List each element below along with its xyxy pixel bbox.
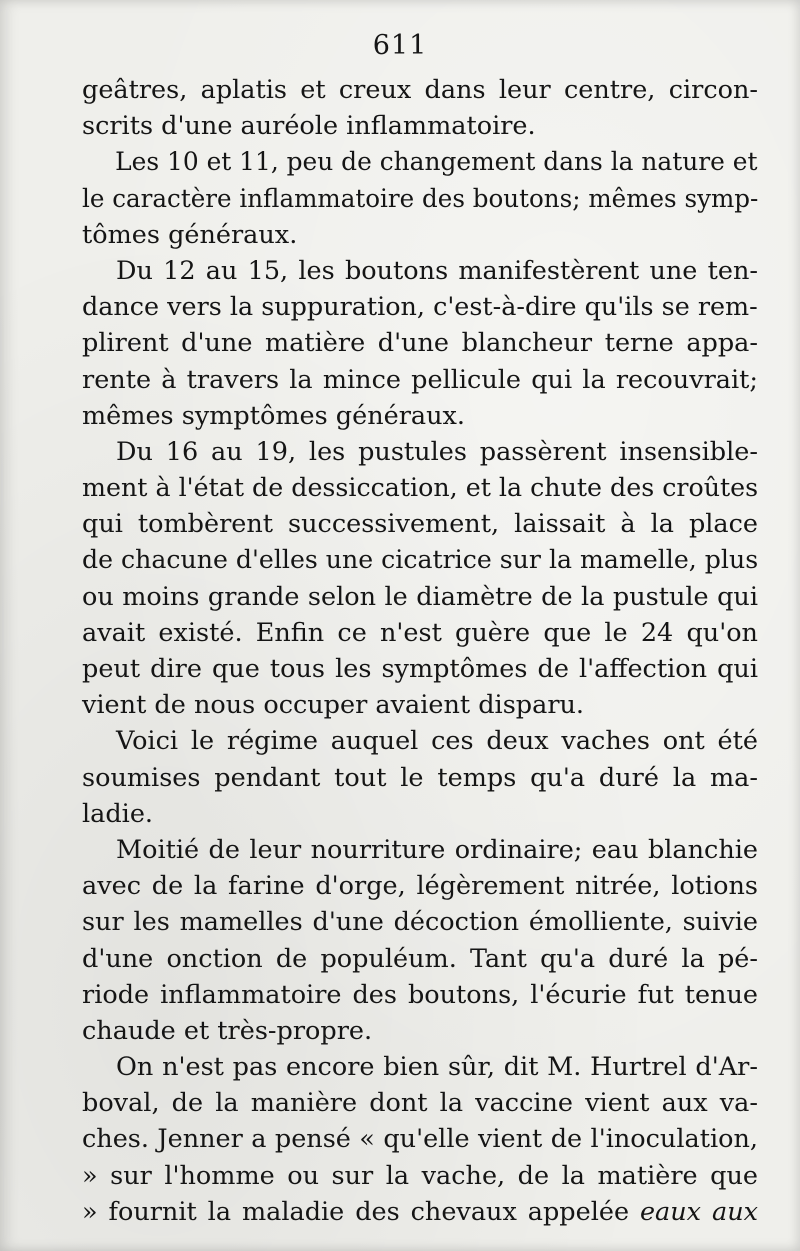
text-line (82, 398, 758, 434)
text-line (82, 72, 758, 108)
text-line (82, 977, 758, 1013)
text-line (82, 1121, 758, 1157)
page-number: 611 (372, 30, 428, 61)
text-line-content: ches. Jenner a pensé « qu'elle vient de l'inoculation, (82, 1124, 758, 1155)
text-line (82, 434, 758, 470)
text-line (82, 542, 759, 578)
text-line (82, 1013, 758, 1049)
text-line (82, 362, 758, 398)
text-line-content: » sur l'homme ou sur la vache, de la matière que (82, 1160, 758, 1191)
text-line-content: plirent d'une matière d'une blancheur terne appa- (82, 328, 758, 359)
text-line (82, 651, 758, 687)
text-line-content: de chacune d'elles une cicatrice sur la mamelle, plus (82, 545, 759, 576)
text-line (82, 615, 758, 651)
text-line-content: dance vers la suppuration, c'est-à-dire qu'ils se rem- (82, 292, 758, 323)
text-line-content: chaude et très-propre. (82, 1015, 373, 1046)
text-line-content: On n'est pas encore bien sûr, dit M. Hurtrel d'Ar- (116, 1052, 758, 1083)
text-line (82, 904, 758, 940)
text-line (82, 687, 758, 723)
text-line-content: tômes généraux. (82, 219, 298, 250)
text-line-content: le caractère inflammatoire des boutons; mêmes symp- (82, 183, 759, 214)
text-line-content: riode inflammatoire des boutons, l'écurie fut tenue (82, 979, 758, 1010)
text-line-content: rente à travers la mince pellicule qui la recouvrait; (82, 364, 758, 395)
text-line-content: d'une onction de populéum. Tant qu'a duré la pé- (82, 943, 758, 974)
text-line-content: Moitié de leur nourriture ordinaire; eau blanchie (116, 834, 758, 865)
text-line-content: ment à l'état de dessiccation, et la chute des croûtes (82, 473, 759, 504)
text-line (82, 579, 758, 615)
text-line-content: Les 10 et 11, peu de changement dans la nature et (115, 147, 758, 178)
text-line (82, 181, 759, 217)
text-line-content: soumises pendant tout le temps qu'a duré la ma- (82, 762, 758, 793)
text-line-content: sur les mamelles d'une décoction émolliente, suivie (82, 907, 758, 938)
text-line (82, 253, 758, 289)
text-line-content: avait existé. Enfin ce n'est guère que le 24 qu'on (82, 617, 758, 648)
text-line (82, 289, 756, 325)
text-line-content: peut dire que tous les symptômes de l'affection qui (82, 654, 758, 684)
text-line (82, 506, 758, 542)
text-line-content: ladie. (82, 798, 154, 829)
text-line (82, 1085, 758, 1121)
italic-term: eaux aux (639, 1196, 758, 1227)
text-line-content: ou moins grande selon le diamètre de la pustule qui (82, 581, 758, 612)
text-line (82, 144, 758, 180)
text-line-content: Du 12 au 15, les boutons manifestèrent une ten- (116, 255, 758, 286)
text-line (82, 760, 758, 796)
text-line (82, 470, 759, 506)
text-line (82, 832, 758, 868)
text-line-content: » fournit la maladie des chevaux appelée (82, 1196, 630, 1227)
text-line-content: boval, de la manière dont la vaccine vient aux va- (82, 1088, 758, 1119)
text-line (82, 868, 758, 904)
text-line-content: geâtres, aplatis et creux dans leur centre, circon- (82, 75, 758, 105)
text-line (82, 1194, 758, 1230)
text-line-content: mêmes symptômes généraux. (82, 400, 466, 431)
text-line (82, 325, 758, 361)
text-line (82, 108, 758, 144)
text-line-content: qui tombèrent successivement, laissait à la place (82, 509, 758, 540)
text-line-content: avec de la farine d'orge, légèrement nitrée, lotions (82, 871, 758, 902)
text-line-content: scrits d'une auréole inflammatoire. (82, 111, 536, 142)
text-line (82, 1158, 758, 1194)
text-line-content: Du 16 au 19, les pustules passèrent insensible- (116, 436, 758, 467)
text-line (82, 1049, 758, 1085)
text-line (82, 941, 758, 977)
text-line (82, 217, 758, 253)
text-line-content: Voici le régime auquel ces deux vaches ont été (116, 726, 758, 757)
body-text (82, 72, 758, 1230)
text-line (82, 796, 758, 832)
text-line (82, 723, 758, 759)
text-line-content: vient de nous occuper avaient disparu. (82, 690, 585, 721)
